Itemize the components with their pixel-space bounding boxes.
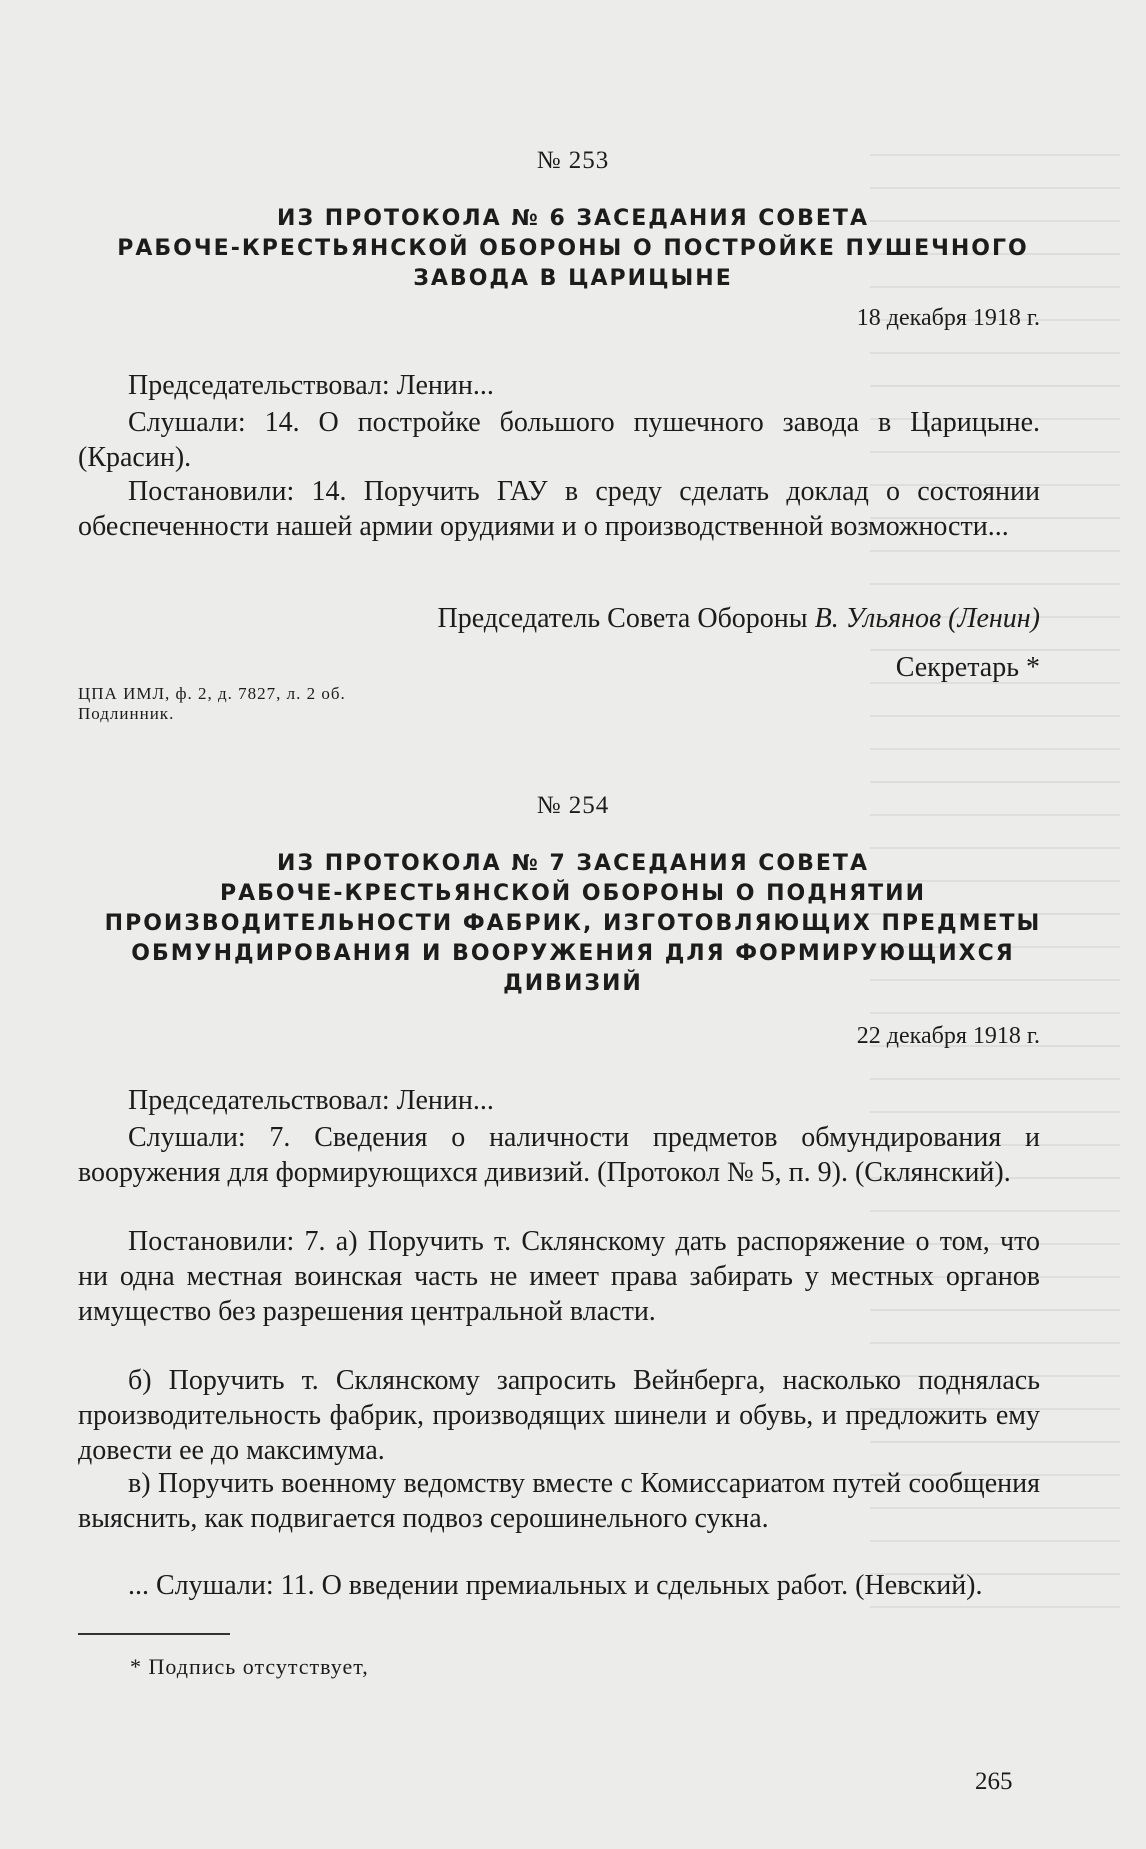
signature-title: Председатель Совета Обороны xyxy=(437,603,808,634)
doc-253-heading xyxy=(60,204,1086,294)
doc-254-resolved-c: в) Поручить военному ведомству вместе с Комиссариатом путей сообщения выяснить, как подвигается подвоз серошинельного сукна. xyxy=(78,1468,1040,1534)
doc-253-secretary: Секретарь * xyxy=(895,652,1040,683)
doc-254-resolved-b: б) Поручить т. Склянскому запросить Вейнберга, насколько поднялась производительность фабрик, производящих шинели и обувь, и предложить ему довести ее до максимума. xyxy=(78,1365,1040,1466)
heading-line: ИЗ ПРОТОКОЛА № 7 ЗАСЕДАНИЯ СОВЕТА xyxy=(277,851,869,876)
doc-253-archive-note xyxy=(78,684,346,724)
doc-254-date: 22 декабря 1918 г. xyxy=(856,1023,1040,1049)
heading-line: ОБМУНДИРОВАНИЯ И ВООРУЖЕНИЯ ДЛЯ ФОРМИРУЮЩИХСЯ xyxy=(131,941,1015,966)
heading-line: РАБОЧЕ-КРЕСТЬЯНСКОЙ ОБОРОНЫ О ПОСТРОЙКЕ ПУШЕЧНОГО xyxy=(117,236,1029,261)
signature-name: В. Ульянов (Ленин) xyxy=(814,603,1040,634)
doc-253-date: 18 декабря 1918 г. xyxy=(856,305,1040,331)
doc-253-chaired: Председательствовал: Ленин... xyxy=(128,370,494,401)
doc-254-number: № 254 xyxy=(536,792,610,819)
doc-253-heard: Слушали: 14. О постройке большого пушечного завода в Царицыне. (Красин). xyxy=(78,407,1040,473)
doc-254-heard: Слушали: 7. Сведения о наличности предметов обмундирования и вооружения для формирующихся дивизий. (Протокол № 5, п. 9). (Склянский). xyxy=(78,1122,1040,1188)
archive-reference: ЦПА ИМЛ, ф. 2, д. 7827, л. 2 об. xyxy=(78,684,346,703)
doc-254-chaired: Председательствовал: Ленин... xyxy=(128,1085,494,1116)
heading-line: ЗАВОДА В ЦАРИЦЫНЕ xyxy=(413,266,733,291)
original-mark: Подлинник. xyxy=(78,704,175,723)
heading-line: ДИВИЗИЙ xyxy=(503,971,643,996)
doc-254-resolved-a: Постановили: 7. а) Поручить т. Склянскому дать распоряжение о том, что ни одна местная воинская часть не имеет права забирать у местных органов имущество без разрешения центральной власти. xyxy=(78,1226,1040,1327)
doc-253-number: № 253 xyxy=(536,147,610,174)
heading-line: РАБОЧЕ-КРЕСТЬЯНСКОЙ ОБОРОНЫ О ПОДНЯТИИ xyxy=(220,881,926,906)
doc-254-heard-11: ... Слушали: 11. О введении премиальных и сдельных работ. (Невский). xyxy=(128,1570,983,1601)
doc-253-signature xyxy=(437,603,1040,635)
doc-253-resolved: Постановили: 14. Поручить ГАУ в среду сделать доклад о состоянии обеспеченности нашей армии орудиями и о производственной возможности... xyxy=(78,476,1040,542)
heading-line: ПРОИЗВОДИТЕЛЬНОСТИ ФАБРИК, ИЗГОТОВЛЯЮЩИХ ПРЕДМЕТЫ xyxy=(104,911,1042,936)
doc-254-heading xyxy=(60,849,1086,999)
page-number: 265 xyxy=(975,1768,1013,1795)
heading-line: ИЗ ПРОТОКОЛА № 6 ЗАСЕДАНИЯ СОВЕТА xyxy=(277,206,869,231)
footnote-divider xyxy=(78,1633,230,1635)
footnote: * Подпись отсутствует, xyxy=(130,1654,369,1679)
